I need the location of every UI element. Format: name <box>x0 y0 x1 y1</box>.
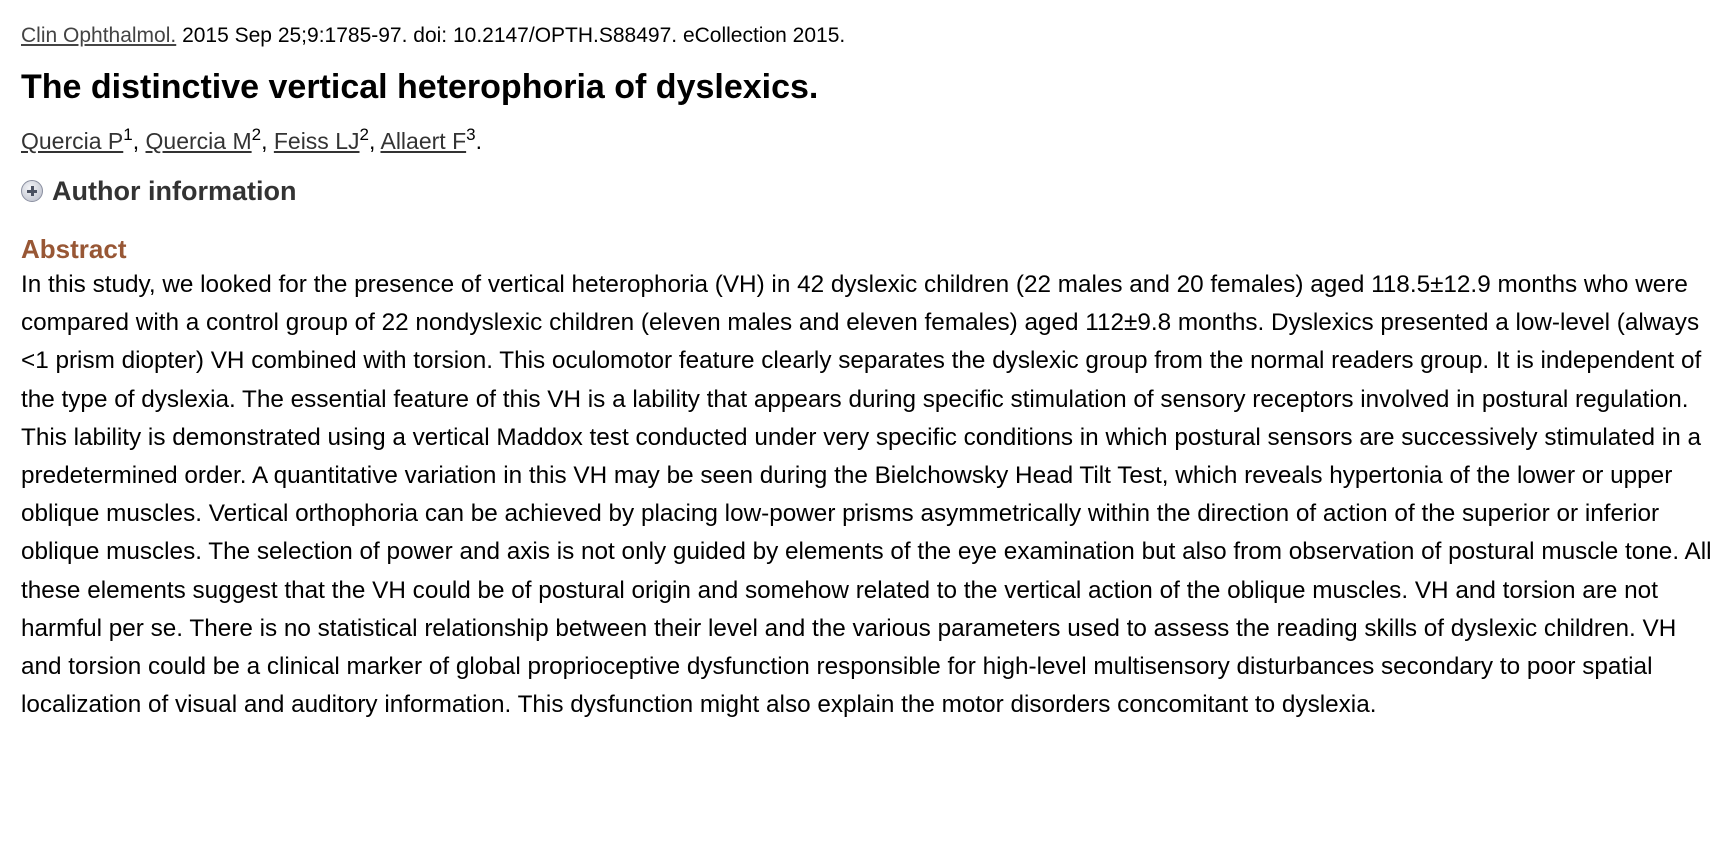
author-affiliation-sup: 3 <box>466 125 476 144</box>
author-affiliation-sup: 2 <box>359 125 369 144</box>
article-title: The distinctive vertical heterophoria of dyslexics. <box>21 68 819 106</box>
plus-circle-icon[interactable] <box>21 180 43 202</box>
citation-line <box>21 21 1721 51</box>
author-link[interactable]: Quercia M <box>145 128 252 154</box>
author-separator: , <box>261 128 274 154</box>
author-link[interactable]: Allaert F <box>380 128 467 154</box>
author-separator: , <box>132 128 146 154</box>
author-link[interactable]: Feiss LJ <box>273 128 360 154</box>
citation-details: 2015 Sep 25;9:1785-97. doi: 10.2147/OPTH.S88497. eCollection 2015. <box>176 24 846 47</box>
abstract-text: In this study, we looked for the presence of vertical heterophoria (VH) in 42 dyslexic children (22 males and 20 females) aged 118.5±12.9 months who were compared with a control group of 22 nondyslexic children (eleven males and eleven females) aged 112±9.8 months. Dyslexics presented a low-level (always <1 prism diopter) VH combined with torsion. This oculomotor feature clearly separates the dyslexic group from the normal readers group. It is independent of the type of dyslexia. The essential feature of this VH is a lability that appears during specific stimulation of sensory receptors involved in postural regulation. This lability is demonstrated using a vertical Maddox test conducted under very specific conditions in which postural sensors are successively stimulated in a predetermined order. A quantitative variation in this VH may be seen during the Bielchowsky Head Tilt Test, which reveals hypertonia of the lower or upper oblique muscles. Vertical orthophoria can be achieved by placing low-power prisms asymmetrically within the direction of action of the superior or inferior oblique muscles. The selection of power and axis is not only guided by elements of the eye examination but also from observation of postural muscle tone. All these elements suggest that the VH could be of postural origin and somehow related to the vertical action of the oblique muscles. VH and torsion are not harmful per se. There is no statistical relationship between their level and the various parameters used to assess the reading skills of dyslexic children. VH and torsion could be a clinical marker of global proprioceptive dysfunction responsible for high-level multisensory disturbances secondary to poor spatial localization of visual and auditory information. This dysfunction might also explain the motor disorders concomitant to dyslexia. <box>21 271 1712 719</box>
abstract-heading: Abstract <box>21 234 127 264</box>
author-information-label: Author information <box>52 176 297 206</box>
author-separator: . <box>475 128 482 154</box>
author-affiliation-sup: 1 <box>123 125 133 144</box>
author-list <box>21 125 1721 157</box>
journal-link[interactable]: Clin Ophthalmol. <box>21 24 177 47</box>
author-information-toggle[interactable] <box>21 173 1721 209</box>
author-link[interactable]: Quercia P <box>21 128 124 154</box>
author-separator: , <box>368 128 381 154</box>
author-affiliation-sup: 2 <box>251 125 262 144</box>
